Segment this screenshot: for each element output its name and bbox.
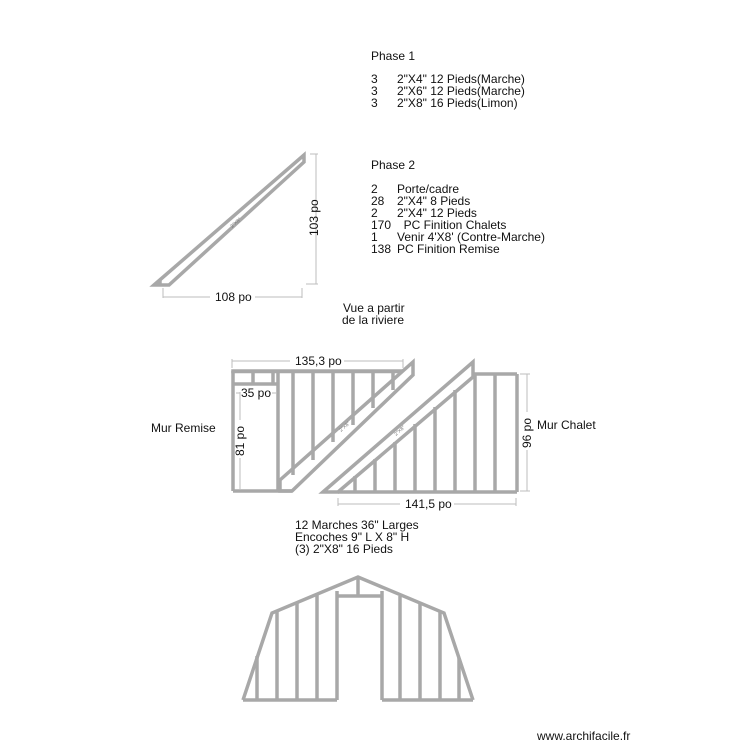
phase2-item-4-qty: 170 (371, 218, 392, 232)
phase2-item-1-desc: Porte/cadre (397, 182, 460, 196)
stringer-side-view (154, 154, 321, 304)
right-stringer-label: 2"X8" (393, 424, 407, 438)
phase2-item-6-qty: 138 (371, 242, 392, 256)
bottom-width-dim: 141,5 po (405, 497, 452, 511)
left-wall-label: Mur Remise (151, 421, 216, 435)
view-note-line2: de la riviere (342, 313, 405, 327)
phase1-item-3-qty: 3 (371, 96, 378, 110)
left-wall-frame (233, 362, 413, 491)
inner-width-dim: 35 po (241, 386, 272, 400)
phase2-item-4-desc: PC Finition Chalets (397, 218, 507, 232)
phase2-title: Phase 2 (371, 158, 416, 172)
stairs-note-line1: 12 Marches 36" Larges (295, 518, 419, 532)
phase2-item-2-desc: 2"X4" 8 Pieds (397, 194, 471, 208)
phase2-item-1-qty: 2 (371, 182, 378, 196)
top-width-dim: 135,3 po (295, 354, 342, 368)
phase2-item-5-qty: 1 (371, 230, 378, 244)
stairs-note-line3: (3) 2"X8" 16 Pieds (295, 542, 393, 556)
right-wall-label: Mur Chalet (537, 418, 596, 432)
left-stringer-label: 2"X8" (338, 420, 352, 434)
phase1-item-1-desc: 2"X4" 12 Pieds(Marche) (397, 72, 525, 86)
phase1-title: Phase 1 (371, 49, 416, 63)
left-height-dim: 81 po (233, 425, 247, 456)
right-height-dim: 96 po (520, 417, 534, 448)
phase1-item-2-qty: 3 (371, 84, 378, 98)
stairs-note-line2: Encoches 9" L X 8" H (295, 530, 410, 544)
phase1-item-2-desc: 2"X6" 12 Pieds(Marche) (397, 84, 525, 98)
watermark: www.archifacile.fr (537, 729, 631, 743)
phase2-item-3-desc: 2"X4" 12 Pieds (397, 206, 477, 220)
phase2-item-6-desc: PC Finition Remise (397, 242, 500, 256)
stringer-height-dim: 103 po (307, 199, 321, 236)
phase2-item-5-desc: Venir 4'X8' (Contre-Marche) (397, 230, 545, 244)
phase2-item-2-qty: 28 (371, 194, 385, 208)
phase1-item-3-desc: 2"X8" 16 Pieds(Limon) (397, 96, 518, 110)
phase1-item-1-qty: 3 (371, 72, 378, 86)
stringer-side-label: 2"X8" (229, 216, 243, 230)
gable-wall-frame (243, 577, 473, 700)
phase2-item-3-qty: 2 (371, 206, 378, 220)
stringer-width-dim: 108 po (215, 290, 252, 304)
view-note-line1: Vue a partir (343, 301, 405, 315)
